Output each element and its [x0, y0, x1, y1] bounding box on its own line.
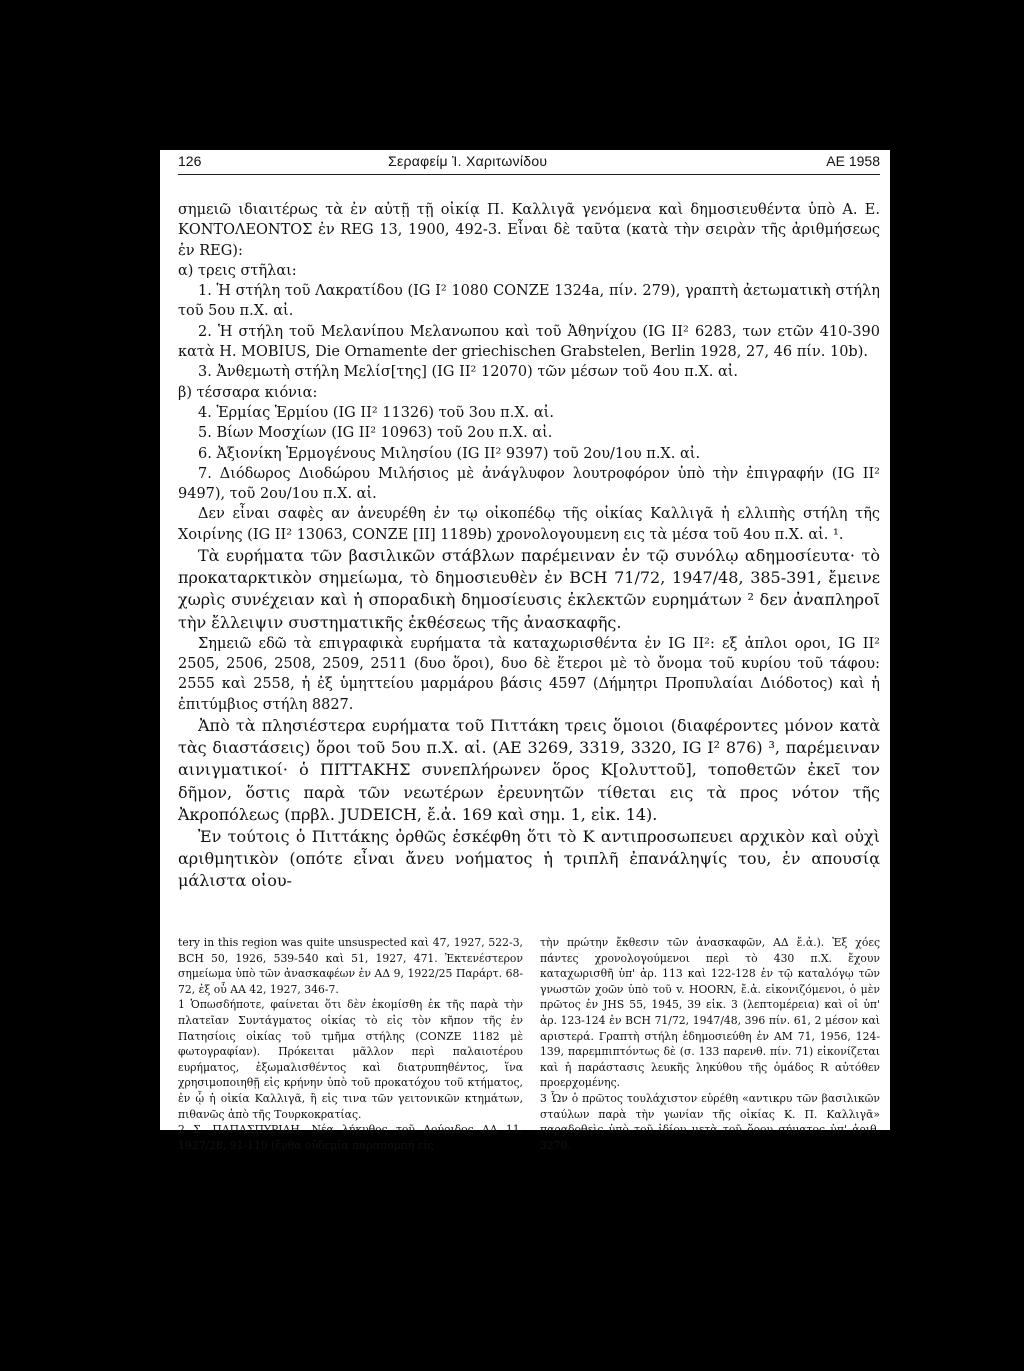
paragraph: 7. Διόδωρος Διοδώρου Μιλήσιος μὲ ἀνάγλυφον λουτροφόρον ὑπὸ τὴν ἐπιγραφήν (IG II² 9497), τοῦ 2ου/1ου π.Χ. αἰ. [178, 465, 880, 503]
paragraph: Ἐν τούτοις ὁ Πιττάκης ὀρθῶς ἐσκέφθη ὅτι τὸ Κ αντιπροσωπευει αρχικὸν καὶ οὐχὶ αριθμητικὸν (οπότε εἶναι ἄνευ νοήματος ἡ τριπλῆ ἐπανάληψίς του, ἐν απουσίᾳ μάλιστα οἰου- [178, 827, 880, 891]
paragraph: 6. Ἀξιονίκη Ἑρμογένους Μιλησίου (IG II² 9397) τοῦ 2ου/1ου π.Χ. αἰ. [198, 445, 701, 462]
paragraph: α) τρεις στῆλαι: [178, 262, 297, 279]
footnote: 3 Ὧν ὁ πρῶτος τουλάχιστον εὑρέθη «αντικρυ τῶν βασιλικῶν σταύλων παρὰ τὴν γωνίαν τῆς οἰκίας Κ. Π. Καλλιγᾶ» παραδοθεὶς ὑπὸ τοῦ ἰδίου μετὰ τοῦ ὅρου σήματος ὑπ' ἀριθ. 3270. [540, 1091, 880, 1152]
paragraph: 4. Ἑρμίας Ἑρμίου (IG II² 11326) τοῦ 3ου π.Χ. αἰ. [198, 404, 554, 421]
paragraph: β) τέσσαρα κιόνια: [178, 384, 318, 401]
paragraph: 1. Ἡ στήλη τοῦ Λακρατίδου (IG I² 1080 CONZE 1324a, πίν. 279), γραπτὴ ἀετωματικὴ στήλη τοῦ 5ου π.Χ. αἰ. [178, 283, 880, 320]
footnote: tery in this region was quite unsuspected καὶ 47, 1927, 522-3, BCH 50, 1926, 539-540 καὶ 51, 1927, 471. Ἐκτενέστερον σημείωμα ὑπὸ τῶν ἀνασκαφέων ἐν ΑΔ 9, 1922/25 Παράρτ. 68-72, ἐξ οὗ ΑΑ 42, 1927, 346-7. [178, 936, 523, 996]
footnotes-right-column [540, 935, 880, 1153]
footnotes-left-column [178, 935, 523, 1153]
journal-reference: ΑΕ 1958 [826, 153, 880, 169]
running-header [178, 151, 880, 173]
paragraph: Τὰ ευρήματα τῶν βασιλικῶν στάβλων παρέμειναν ἐν τῷ συνόλῳ αδημοσίευτα· τὸ προκαταρκτικὸν σημείωμα, τὸ δημοσιευθὲν ἐν BCH 71/72, 1947/48, 385-391, ἔμεινε χωρὶς συνέχειαν καὶ ἡ σποραδικὴ δημοσίευσις ἐκλεκτῶν ευρημάτων ² δεν ἀναπληροῖ τὴν ἔλλειψιν συστηματικῆς ἐκθέσεως τῆς ἀνασκαφῆς. [178, 546, 880, 632]
footnote: 1 Ὁπωσδήποτε, φαίνεται ὅτι δὲν ἐκομίσθη ἐκ τῆς παρὰ τὴν πλατεῖαν Συντάγματος οἰκίας τὸ εἰς τὸν κῆπον τῆς ἐν Πατησίοις οἰκίας τοῦ τμῆμα στήλης (CONZE 1182 μὲ φωτογραφίαν). Πρόκειται μᾶλλον περὶ παλαιοτέρου ευρήματος, ἐξωμαλισθέντος καὶ διατρυπηθέντος, ἵνα χρησιμοποιηθῇ εἰς κρήνην ὑπὸ τοῦ προκατόχου τοῦ κτήματος, ἐν ᾧ ἡ οἰκία Καλλιγᾶ, ἢ εἰς τινα τῶν γειτονικῶν κτημάτων, πιθανῶς ἀπὸ τῆς Τουρκοκρατίας. [178, 998, 523, 1121]
paragraph: Ἀπὸ τὰ πλησιέστερα ευρήματα τοῦ Πιττάκη τρεις ὅμοιοι (διαφέροντες μόνον κατὰ τὰς διαστάσεις) ὅροι τοῦ 5ου π.Χ. αἰ. (ΑΕ 3269, 3319, 3320, IG I² 876) ³, παρέμειναν αινιγματικοί· ὁ ΠΙΤΤΑΚΗΣ συνεπλήρωνεν ὅρος Κ[ολυττοῦ], τοποθετῶν ἐκεῖ τον δῆμον, ὅστις παρὰ τῶν νεωτέρων ἐρευνητῶν τίθεται εις τὰ προς νότον τῆς Ἀκροπόλεως (πρβλ. JUDEICH, ἔ.ἀ. 169 καὶ σημ. 1, εἰκ. 14). [178, 716, 880, 824]
footnote: τὴν πρώτην ἔκθεσιν τῶν ἀνασκαφῶν, ΑΔ ἔ.ἀ.). Ἐξ χόες πάντες χρονολογούμενοι περὶ τὸ 430 π.Χ. ἔχουν καταχωρισθῆ ὑπ' ἀρ. 113 καὶ 122-128 ἐν τῷ καταλόγῳ τῶν γνωστῶν χοῶν ὑπὸ τοῦ v. HOORN, ἔ.ἀ. εἰκονιζόμενοι, ὁ μὲν πρῶτος ἐν JHS 55, 1945, 39 εἰκ. 3 (λεπτομέρεια) καὶ οἱ ὑπ' ἀρ. 123-124 ἐν BCH 71/72, 1947/48, 396 πίν. 61, 2 μέσον καὶ αριστερά. Γραπτὴ στήλη ἐδημοσιεύθη ἐν AM 71, 1956, 124-139, παρεμπιπτόντως δὲ (σ. 133 παρενθ. πίν. 71) εἰκονίζεται καὶ ἡ παράστασις λευκῆς ληκύθου τῆς ὁμάδος R αὐτόθεν προερχομένης. [540, 936, 880, 1090]
paragraph: 3. Ἀνθεμωτὴ στήλη Μελίσ[της] (IG II² 12070) τῶν μέσων τοῦ 4ου π.Χ. αἰ. [198, 364, 739, 381]
paragraph: 5. Βίων Μοσχίων (IG II² 10963) τοῦ 2ου π.Χ. αἰ. [198, 425, 553, 442]
main-text [178, 200, 880, 893]
running-author: Σεραφείμ Ἰ. Χαριτωνίδου [388, 153, 548, 169]
header-rule [178, 174, 880, 175]
paragraph: Δεν εἶναι σαφὲς αν ἀνευρέθη ἐν τῳ οἰκοπέδῳ τῆς οἰκίας Καλλιγᾶ ἡ ελλιπὴς στήλη τῆς Χοιρίνης (IG II² 13063, CONZE [II] 1189b) χρονολογουμενη εις τὰ μέσα τοῦ 4ου π.Χ. αἰ. ¹. [178, 506, 880, 543]
footnote: 2 Σ. ΠΑΠΑΣΠΥΡΙΔΗ, Νέα λήκυθος τοῦ Δούριδος ΑΔ 11, 1927/28, 91-110 (ἔνθα οὐδεμία παραπομπὴ εἰς [178, 1123, 523, 1152]
paragraph: Σημειῶ εδῶ τὰ επιγραφικὰ ευρήματα τὰ καταχωρισθέντα ἐν IG II²: εξ ἁπλοι οροι, IG II² 2505, 2506, 2508, 2509, 2511 (δυο ὅροι), δυο δὲ ἕτεροι μὲ τὸ ὄνομα τοῦ κυρίου τοῦ τάφου: 2555 καὶ 2558, ἡ ἐξ ὑμηττείου μαρμάρου βάσις 4597 (Δήμητρι Προπυλαίαι Διόδοτος) καὶ ἡ ἐπιτύμβιος στήλη 8827. [178, 635, 880, 713]
paragraph: 2. Ἡ στήλη τοῦ Μελανίπου Μελανωπου καὶ τοῦ Ἀθηνίχου (IG II² 6283, των ετῶν 410-390 κατὰ H. MOBIUS, Die Ornamente der griechischen Grabstelen, Berlin 1928, 27, 46 πίν. 10b). [178, 323, 880, 361]
page-number: 126 [178, 153, 202, 169]
paragraph: σημειῶ ιδιαιτέρως τὰ ἐν αὐτῇ τῇ οἰκίᾳ Π. Καλλιγᾶ γενόμενα καὶ δημοσιευθέντα ὑπὸ Α. Ε. ΚΟΝΤΟΛΕΟΝΤΟΣ ἐν REG 13, 1900, 492-3. Εἶναι δὲ ταῦτα (κατὰ τὴν σειρὰν τῆς ἀριθμήσεως ἐν REG): [178, 202, 880, 259]
